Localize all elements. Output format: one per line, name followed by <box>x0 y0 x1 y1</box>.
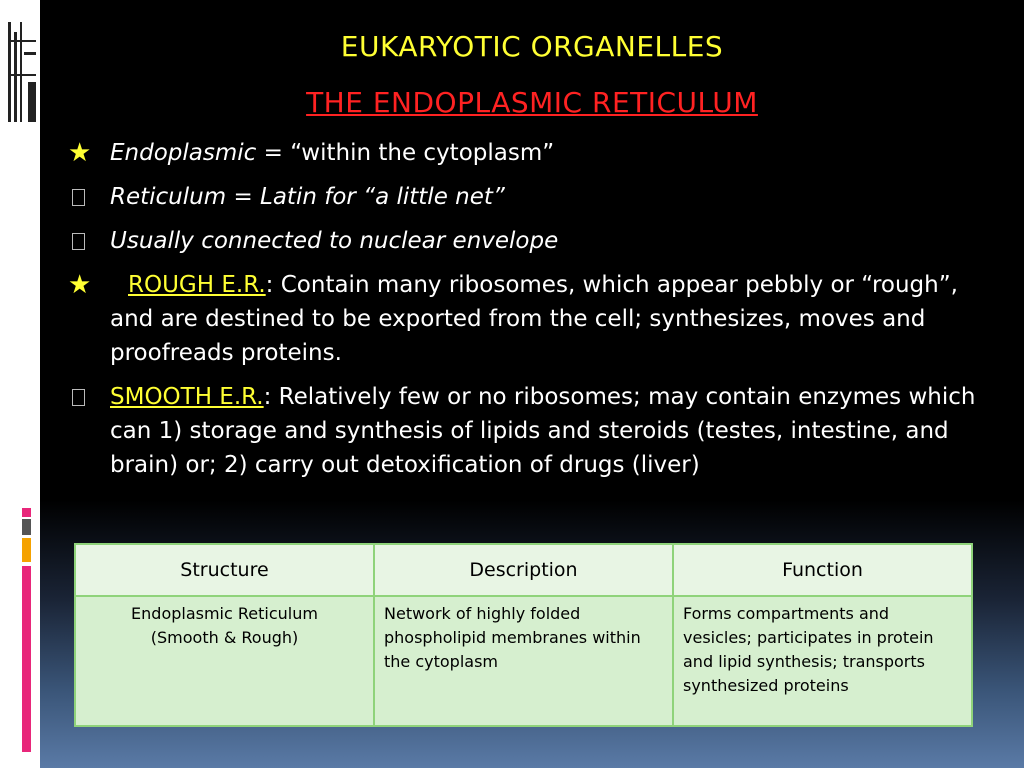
box-bullet-icon <box>68 224 100 258</box>
header-description: Description <box>374 544 673 596</box>
bullet-term: Endoplasmic <box>110 140 257 166</box>
header-structure: Structure <box>75 544 374 596</box>
slide-subtitle: THE ENDOPLASMIC RETICULUM <box>306 86 758 119</box>
bullet-smooth-er <box>68 380 998 482</box>
sidebar-decoration <box>8 22 36 122</box>
bullet-text: = “within the cytoplasm” <box>256 140 555 166</box>
accent-bar-gray <box>22 519 31 535</box>
left-sidebar <box>0 0 40 768</box>
organelle-table <box>74 543 973 727</box>
star-icon: ★ <box>68 138 92 168</box>
bullet-nuclear-envelope <box>68 224 998 258</box>
bullet-text: Usually connected to nuclear envelope <box>110 228 559 254</box>
bullet-text: : Relatively few or no ribosomes; may contain enzymes which can 1) storage and synthesis of lipids and steroids (testes, intestine, and brain) or; 2) carry out detoxification of drugs (liver) <box>110 384 976 478</box>
slide <box>40 0 1024 768</box>
bullet-text: Reticulum = Latin for “a little net” <box>110 184 505 210</box>
table-row <box>75 596 972 726</box>
bullet-text: : Contain many ribosomes, which appear pebbly or “rough”, and are destined to be exported from the cell; synthesizes, moves and proofreads proteins. <box>110 272 958 366</box>
cell-description: Network of highly folded phospholipid membranes within the cytoplasm <box>374 596 673 726</box>
header-function: Function <box>673 544 972 596</box>
cell-function: Forms compartments and vesicles; participates in protein and lipid synthesis; transports synthesized proteins <box>673 596 972 726</box>
accent-bar-pink <box>22 566 31 752</box>
box-bullet-icon <box>68 180 100 214</box>
accent-bar-pink-top <box>22 508 31 517</box>
smooth-er-term: SMOOTH E.R. <box>110 384 264 410</box>
bullet-list <box>68 136 998 492</box>
rough-er-term: ROUGH E.R. <box>128 272 266 298</box>
slide-title: EUKARYOTIC ORGANELLES <box>340 30 724 63</box>
bullet-rough-er <box>68 268 998 370</box>
star-icon: ★ <box>68 270 92 300</box>
bullet-reticulum <box>68 180 998 214</box>
box-bullet-icon <box>68 380 100 414</box>
accent-bar-orange <box>22 538 31 562</box>
table-header-row <box>75 544 972 596</box>
cell-structure: Endoplasmic Reticulum (Smooth & Rough) <box>75 596 374 726</box>
bullet-endoplasmic <box>68 136 998 170</box>
